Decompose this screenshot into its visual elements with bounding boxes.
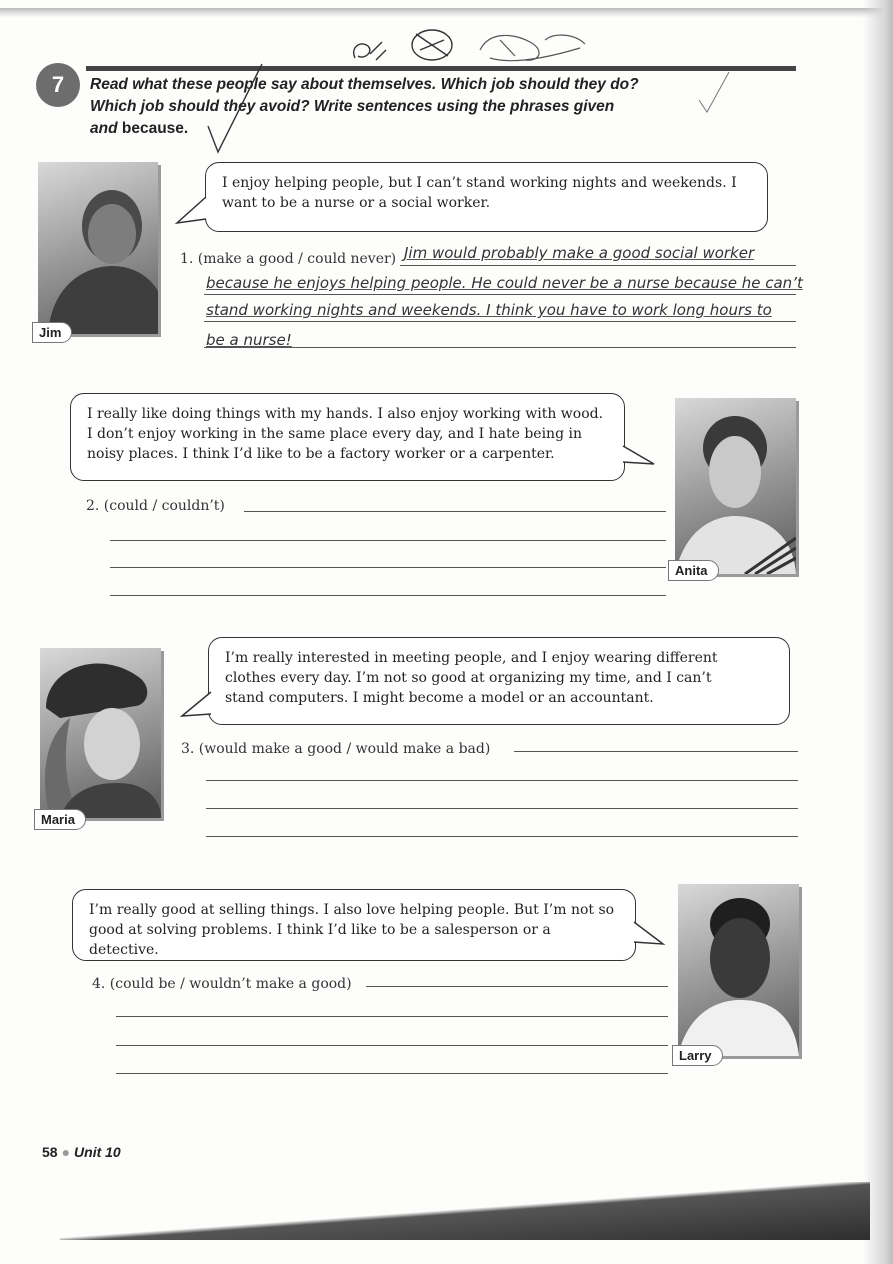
speech-jim-line-2: want to be a nurse or a social worker.: [222, 195, 491, 211]
answer-line: [110, 567, 666, 568]
speech-bubble-anita: [70, 393, 625, 481]
prompt-1: 1. (make a good / could never): [180, 251, 397, 267]
scan-edge-bottom: [60, 1182, 870, 1240]
speech-bubble-larry: [72, 889, 636, 961]
answer-1-line-2: because he enjoys helping people. He could never be a nurse because he can’t: [206, 274, 803, 292]
prompt-3: 3. (would make a good / would make a bad): [181, 741, 491, 757]
name-tag-anita: Anita: [668, 560, 719, 581]
name-tag-larry: Larry: [672, 1045, 723, 1066]
speech-larry-line-2: good at solving problems. I think I’d like to be a salesperson or a detective.: [89, 922, 551, 958]
speech-anita-line-1: I really like doing things with my hands. I also enjoy working with wood.: [87, 406, 604, 422]
exercise-instructions: [90, 74, 690, 140]
speech-jim-line-1: I enjoy helping people, but I can’t stand working nights and weekends. I: [222, 175, 737, 191]
answer-line: [206, 836, 798, 837]
name-tag-jim: Jim: [32, 322, 72, 343]
exercise-number-badge: 7: [36, 63, 80, 107]
speech-bubble-tail: [175, 195, 209, 227]
speech-maria-line-3: stand computers. I might become a model or an accountant.: [225, 690, 654, 706]
speech-bubble-tail: [621, 440, 657, 468]
speech-larry-line-1: I’m really good at selling things. I also love helping people. But I’m not so: [89, 902, 615, 918]
answer-line: [110, 595, 666, 596]
jim-photo: [38, 162, 158, 334]
answer-line: [116, 1045, 668, 1046]
answer-line: [204, 294, 796, 295]
answer-1-line-4: be a nurse!: [206, 331, 292, 349]
page-number: 58: [42, 1144, 58, 1160]
scan-edge-right: [863, 0, 893, 1264]
speech-maria-line-1: I’m really interested in meeting people, and I enjoy wearing different: [225, 650, 718, 666]
answer-line: [116, 1073, 668, 1074]
prompt-2: 2. (could / couldn’t): [86, 498, 225, 514]
handwritten-scribble: [340, 20, 600, 70]
person-silhouette-icon: [675, 398, 796, 574]
speech-bubble-jim: [205, 162, 768, 232]
prompt-4: 4. (could be / wouldn’t make a good): [92, 976, 352, 992]
answer-line: [204, 321, 796, 322]
answer-line: [206, 780, 798, 781]
larry-photo: [678, 884, 799, 1056]
person-silhouette-icon: [40, 648, 161, 818]
person-silhouette-icon: [38, 162, 158, 334]
answer-line: [244, 511, 666, 512]
answer-line: [110, 540, 666, 541]
speech-anita-line-3: noisy places. I think I’d like to be a factory worker or a carpenter.: [87, 446, 555, 462]
instructions-and: and: [90, 120, 118, 137]
check-mark-icon: [200, 60, 270, 155]
answer-1-line-1: Jim would probably make a good social worker: [404, 244, 755, 262]
bullet-dot-icon: ●: [61, 1144, 71, 1160]
name-tag-maria: Maria: [34, 809, 86, 830]
tick-mark-icon: [695, 70, 735, 120]
instructions-line-1: Read what these people say about themselves. Which job should they do?: [90, 76, 639, 93]
speech-maria-line-2: clothes every day. I’m not so good at organizing my time, and I can’t: [225, 670, 712, 686]
instructions-line-2: Which job should they avoid? Write sentences using the phrases given: [90, 98, 615, 115]
answer-line: [366, 986, 668, 987]
speech-bubble-maria: [208, 637, 790, 725]
anita-photo: [675, 398, 796, 574]
speech-anita-line-2: I don’t enjoy working in the same place every day, and I hate being in: [87, 426, 582, 442]
instructions-line-3: [90, 118, 690, 140]
answer-line: [514, 751, 798, 752]
answer-line: [400, 265, 796, 266]
instructions-because: because.: [121, 120, 189, 137]
maria-photo: [40, 648, 161, 818]
person-silhouette-icon: [678, 884, 799, 1056]
speech-bubble-tail: [632, 918, 666, 948]
scan-edge-top: [0, 8, 893, 18]
answer-line: [204, 347, 796, 348]
unit-label: Unit 10: [74, 1144, 121, 1160]
speech-bubble-tail: [180, 690, 214, 722]
page-footer: [42, 1144, 121, 1160]
answer-line: [116, 1016, 668, 1017]
answer-line: [206, 808, 798, 809]
answer-1-line-3: stand working nights and weekends. I think you have to work long hours to: [206, 301, 772, 319]
header-rule: [86, 66, 796, 71]
